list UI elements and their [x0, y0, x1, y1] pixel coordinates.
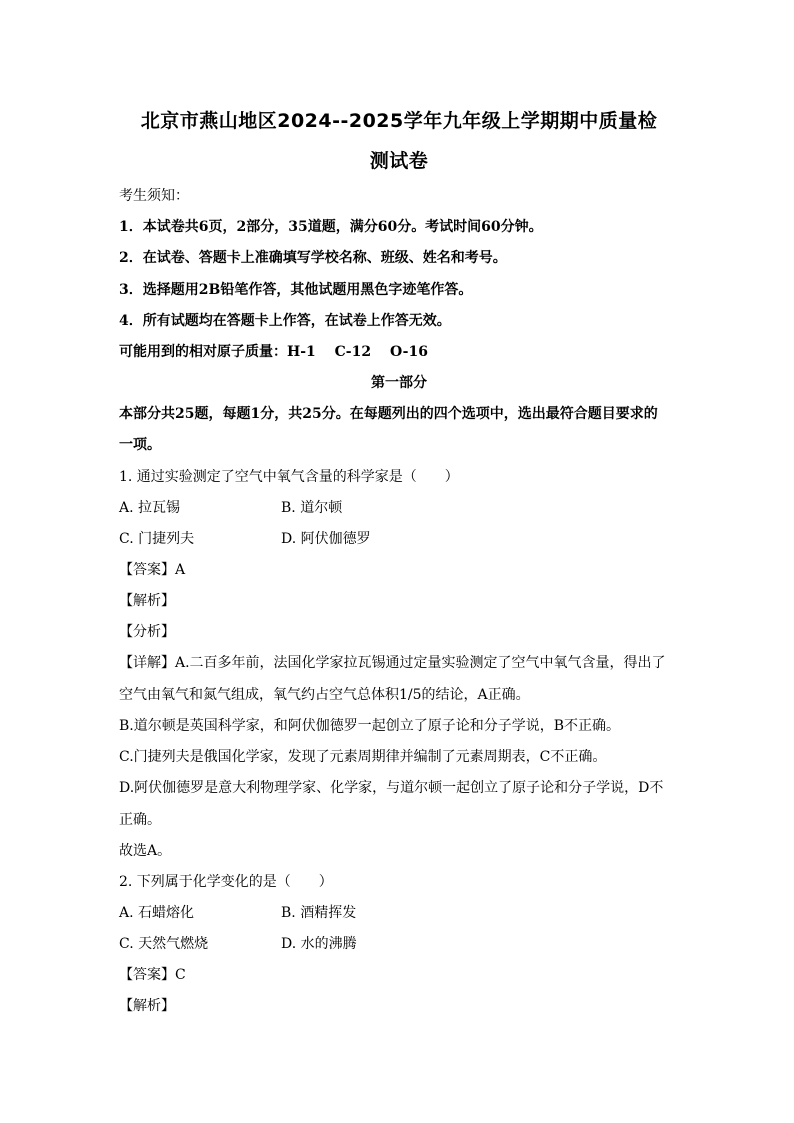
q1-detail-b: B.道尔顿是英国科学家，和阿伏伽德罗一起创立了原子论和分子学说，B不正确。 [119, 718, 621, 734]
q1-option-b: B. 道尔顿 [281, 500, 343, 516]
q1-detail-line1: 【详解】A.二百多年前，法国化学家拉瓦锡通过定量实验测定了空气中氧气含量，得出了 [119, 655, 666, 671]
notice-item-2: 2．在试卷、答题卡上准确填写学校名称、班级、姓名和考号。 [119, 250, 507, 266]
part-intro-line2: 一项。 [119, 437, 161, 453]
notice-item-3: 3．选择题用2B铅笔作答，其他试题用黑色字迹笔作答。 [119, 282, 473, 298]
exam-title-line1: 北京市燕山地区2024--2025学年九年级上学期期中质量检 [140, 110, 658, 132]
q2-option-a: A. 石蜡熔化 [119, 905, 195, 921]
q2-option-c: C. 天然气燃烧 [119, 936, 209, 952]
q1-option-a: A. 拉瓦锡 [119, 500, 181, 516]
q2-analysis-label: 【解析】 [119, 998, 175, 1014]
q2-stem: 2. 下列属于化学变化的是（ ） [119, 874, 333, 890]
q1-stem: 1. 通过实验测定了空气中氧气含量的科学家是（ ） [119, 469, 459, 485]
q1-option-c: C. 门捷列夫 [119, 531, 195, 547]
q1-conclusion: 故选A。 [119, 843, 172, 859]
part-intro-line1: 本部分共25题，每题1分，共25分。在每题列出的四个选项中，选出最符合题目要求的 [119, 406, 658, 422]
q1-detail-d-line2: 正确。 [119, 812, 161, 828]
atomic-mass-note: 可能用到的相对原子质量：H-1 C-12 O-16 [119, 344, 428, 360]
notice-heading: 考生须知： [119, 188, 189, 204]
q1-answer: 【答案】A [119, 562, 186, 578]
q1-detail-d-line1: D.阿伏伽德罗是意大利物理学家、化学家，与道尔顿一起创立了原子论和分子学说，D不 [119, 780, 664, 796]
notice-item-4: 4．所有试题均在答题卡上作答，在试卷上作答无效。 [119, 313, 451, 329]
q1-detail-line2: 空气由氧气和氮气组成，氧气约占空气总体积1/5的结论，A正确。 [119, 687, 530, 703]
q1-detail-c: C.门捷列夫是俄国化学家，发现了元素周期律并编制了元素周期表，C不正确。 [119, 749, 607, 765]
q2-answer: 【答案】C [119, 967, 186, 983]
notice-item-1: 1．本试卷共6页，2部分，35道题，满分60分。考试时间60分钟。 [119, 219, 543, 235]
q1-fenxi-label: 【分析】 [119, 624, 175, 640]
exam-title-line2: 测试卷 [369, 150, 429, 172]
q2-option-d: D. 水的沸腾 [281, 936, 357, 952]
part-heading: 第一部分 [371, 375, 427, 391]
q1-option-d: D. 阿伏伽德罗 [281, 531, 371, 547]
q2-option-b: B. 酒精挥发 [281, 905, 357, 921]
q1-analysis-label: 【解析】 [119, 593, 175, 609]
